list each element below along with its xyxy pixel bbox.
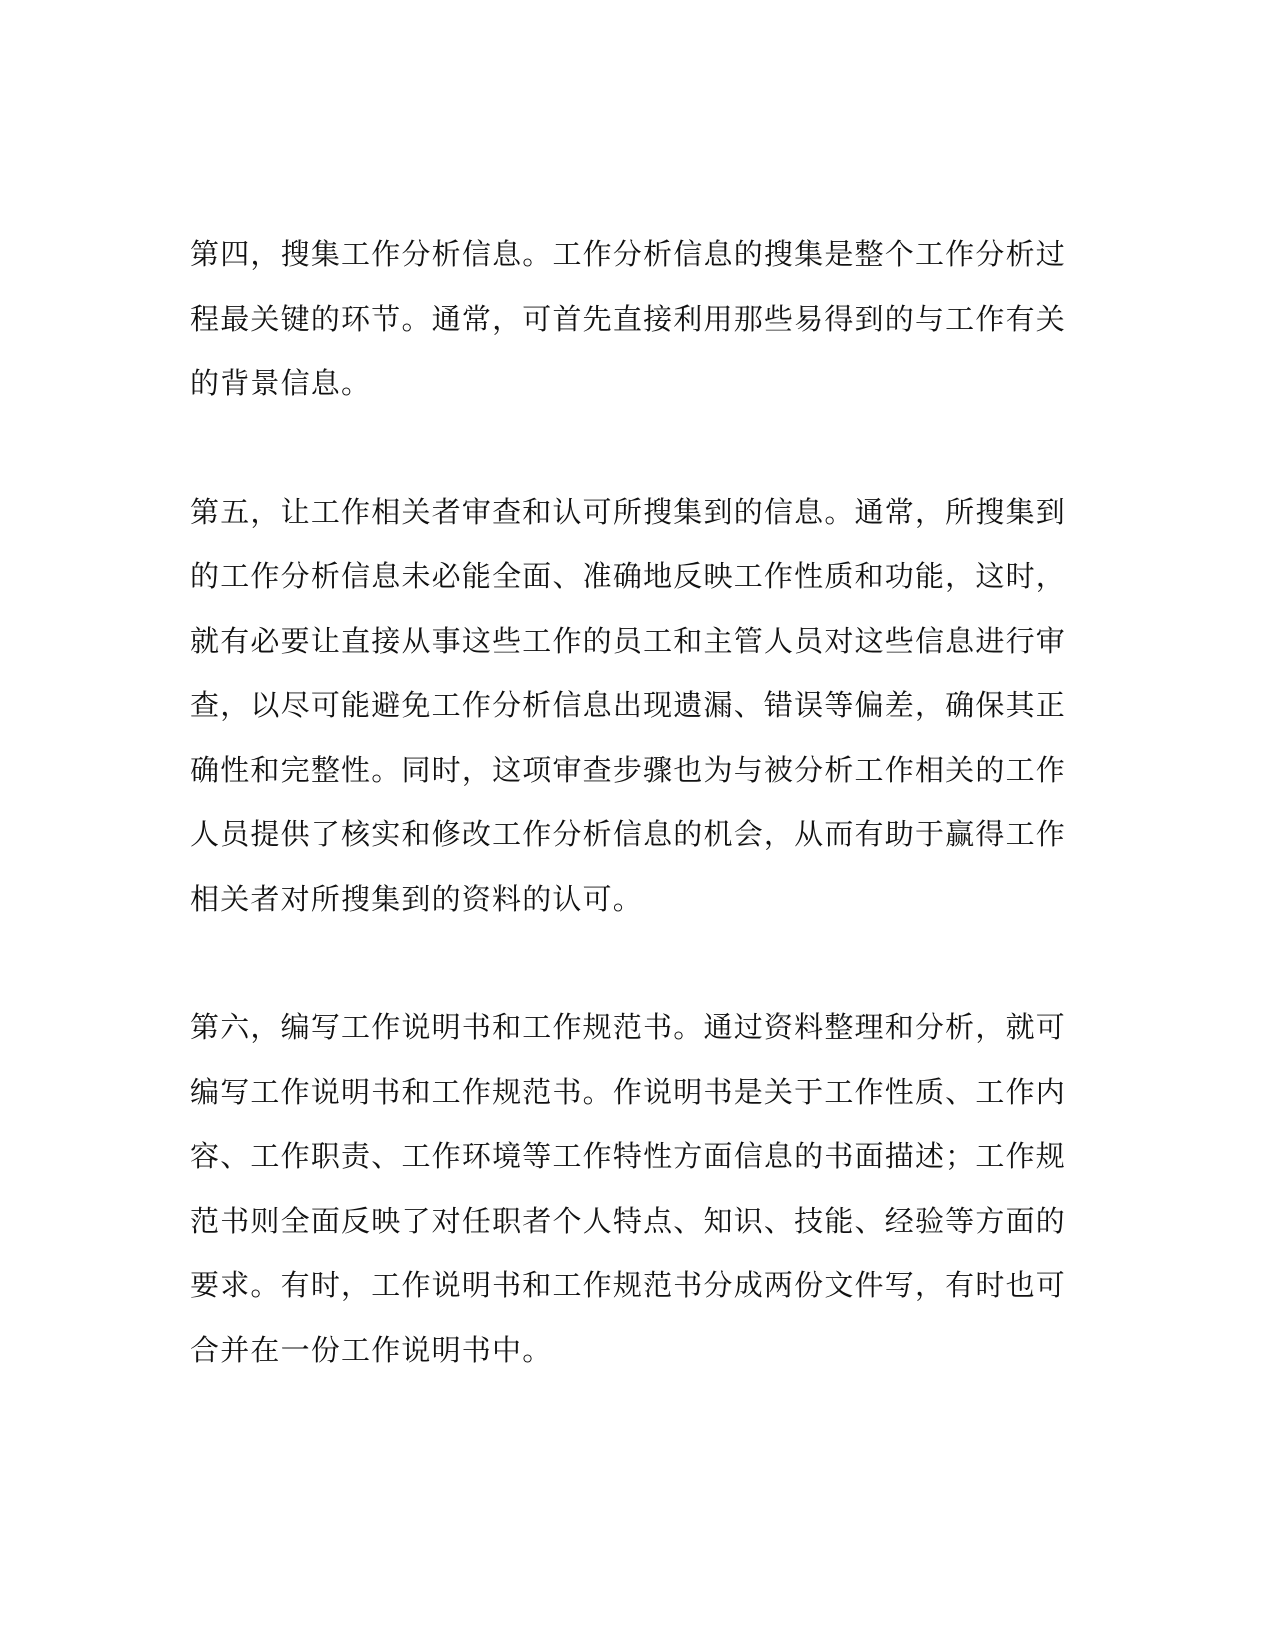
document-body	[190, 222, 1066, 1446]
paragraph-step-4: 第四，搜集工作分析信息。工作分析信息的搜集是整个工作分析过程最关键的环节。通常，可首先直接利用那些易得到的与工作有关的背景信息。	[190, 237, 1066, 400]
paragraph-step-6: 第六，编写工作说明书和工作规范书。通过资料整理和分析，就可编写工作说明书和工作规范书。作说明书是关于工作性质、工作内容、工作职责、工作环境等工作特性方面信息的书面描述；工作规范书则全面反映了对任职者个人特点、知识、技能、经验等方面的要求。有时，工作说明书和工作规范书分成两份文件写，有时也可合并在一份工作说明书中。	[190, 1010, 1066, 1367]
paragraph-step-5: 第五，让工作相关者审查和认可所搜集到的信息。通常，所搜集到的工作分析信息未必能全面、准确地反映工作性质和功能，这时，就有必要让直接从事这些工作的员工和主管人员对这些信息进行审查，以尽可能避免工作分析信息出现遗漏、错误等偏差，确保其正确性和完整性。同时，这项审查步骤也为与被分析工作相关的工作人员提供了核实和修改工作分析信息的机会，从而有助于赢得工作相关者对所搜集到的资料的认可。	[190, 494, 1066, 916]
